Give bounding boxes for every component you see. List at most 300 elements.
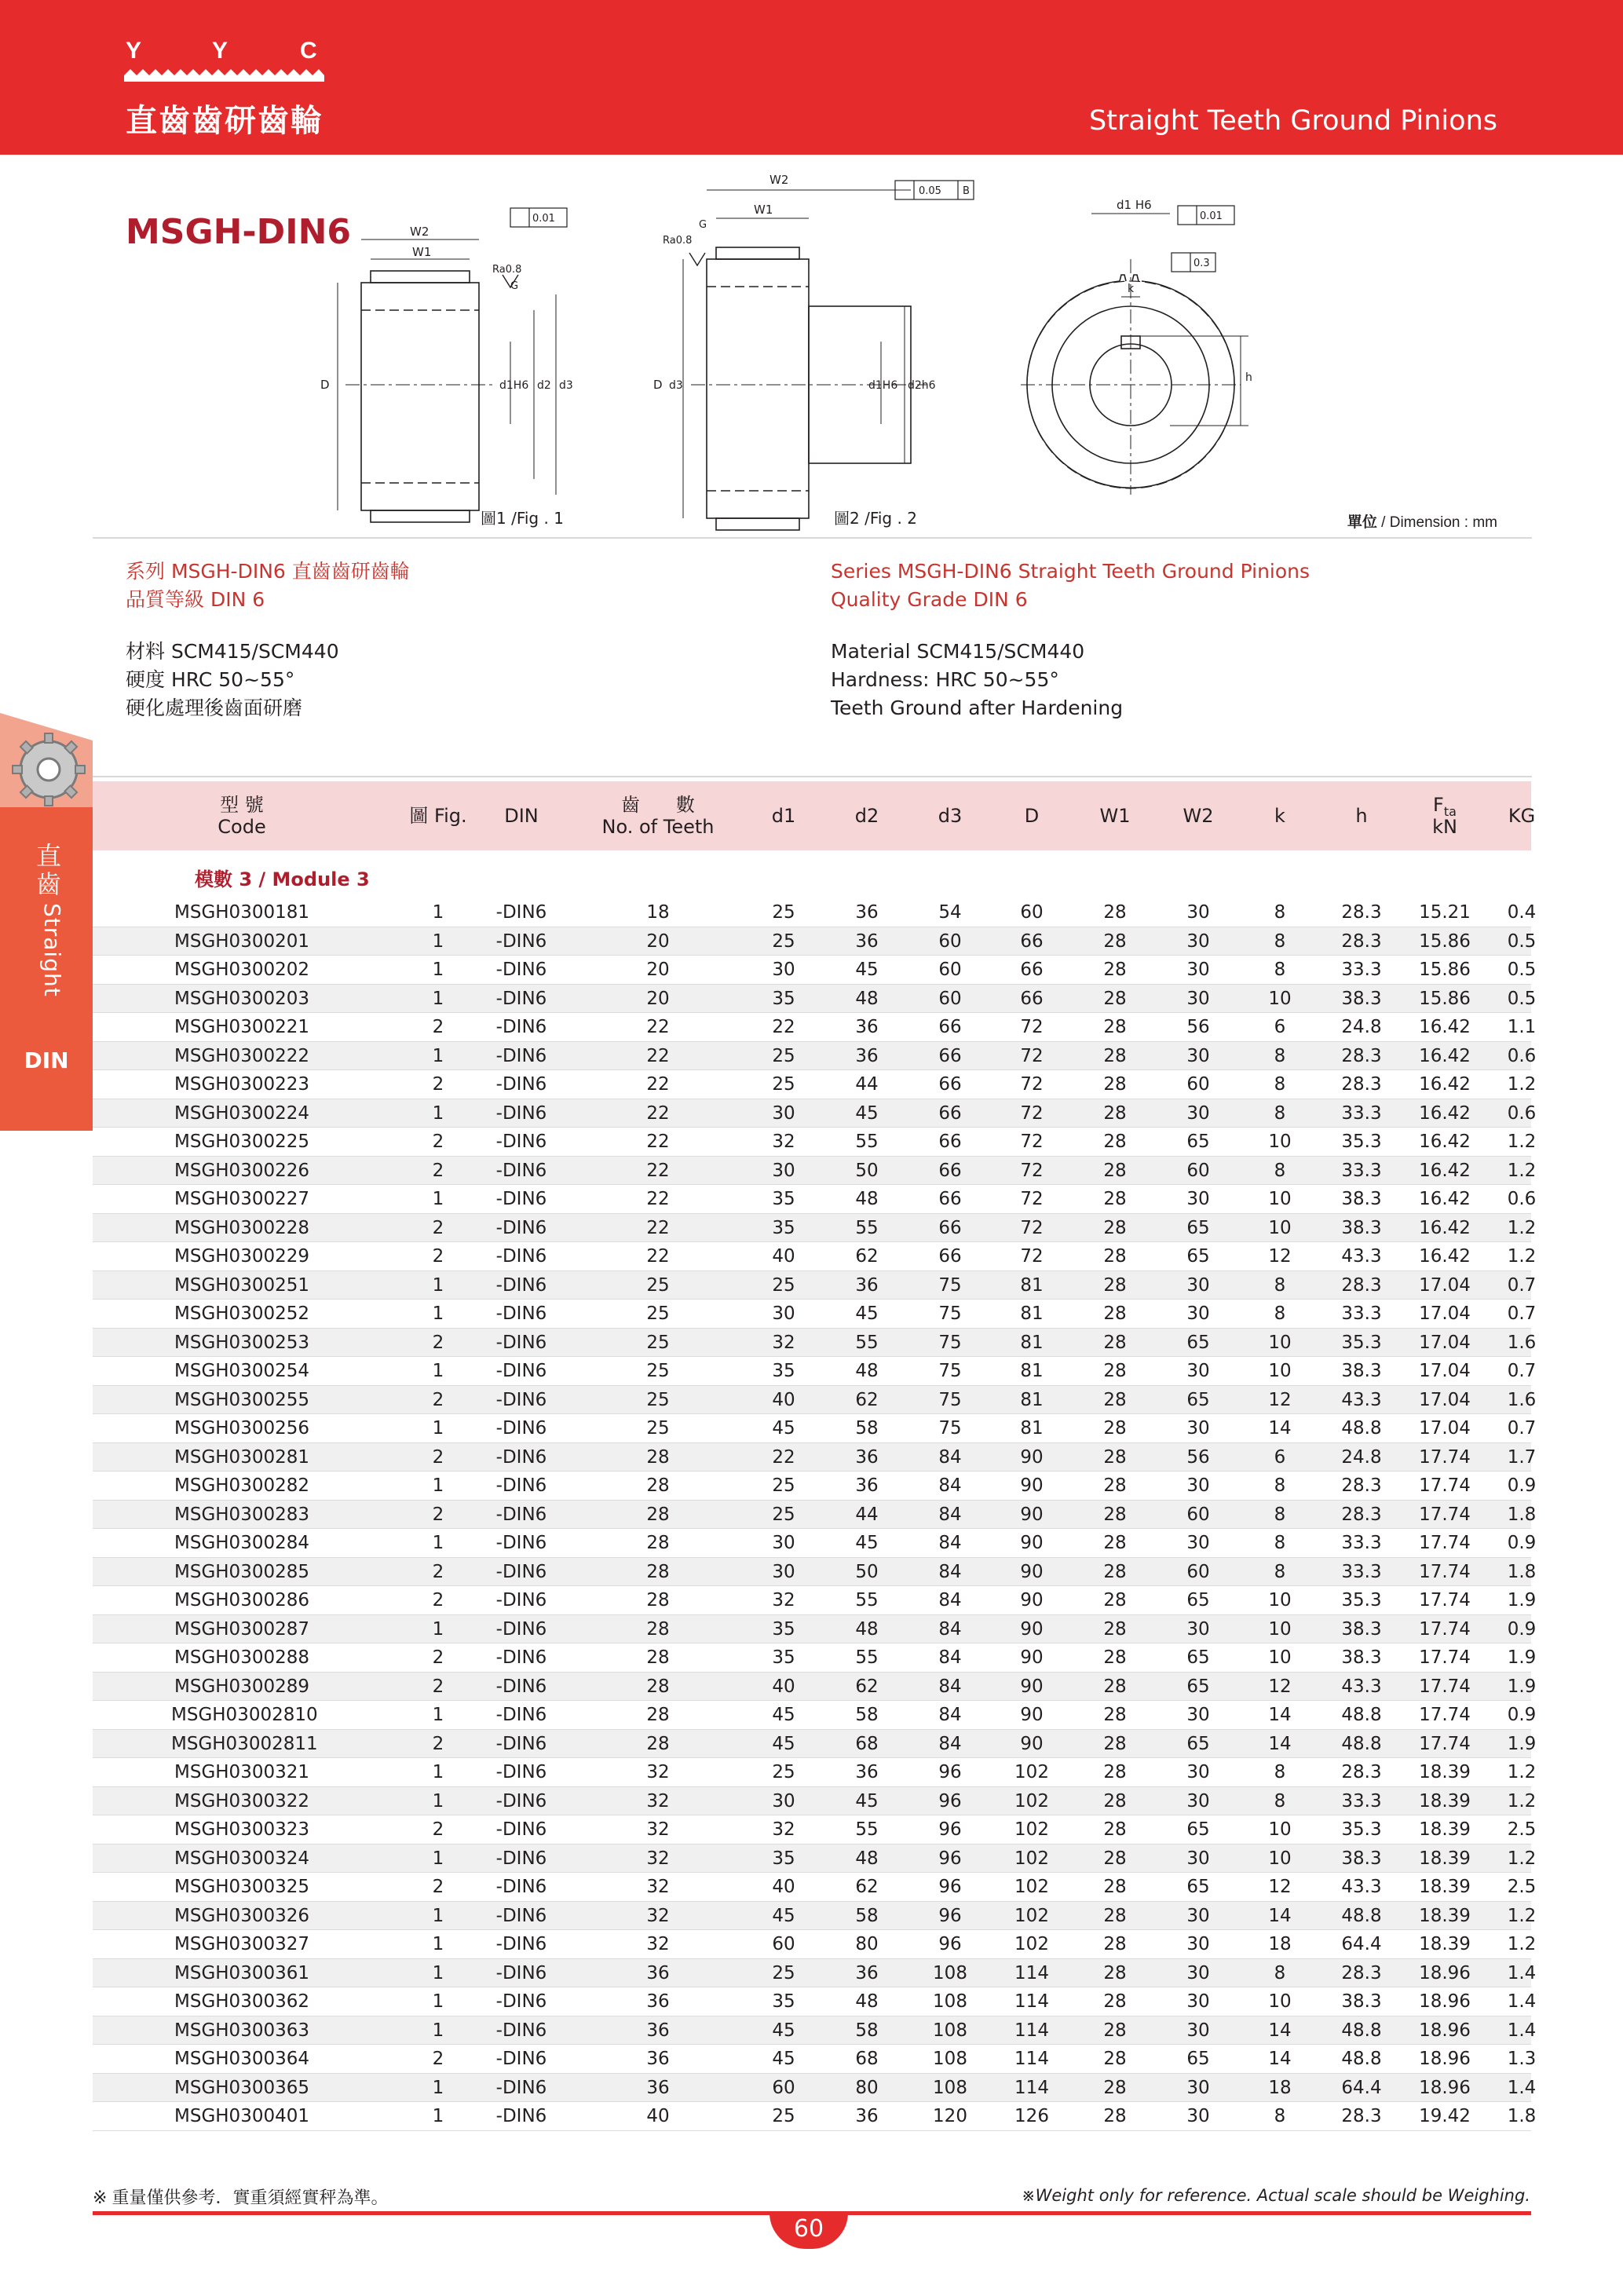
cell-d1: 30 <box>772 1160 795 1181</box>
cell-D: 114 <box>1014 1962 1049 1983</box>
cell-D: 72 <box>1020 1132 1044 1152</box>
cell-w2: 65 <box>1186 2049 1210 2069</box>
cell-din: -DIN6 <box>495 1733 547 1754</box>
cell-h: 48.8 <box>1341 1905 1382 1926</box>
cell-k: 14 <box>1268 1705 1292 1725</box>
table-row <box>93 985 1537 1014</box>
brand-logo-wave-icon <box>124 68 324 82</box>
table-row <box>93 1128 1537 1157</box>
cell-code: MSGH0300288 <box>174 1647 309 1668</box>
cell-d3: 84 <box>938 1533 962 1553</box>
cell-d3: 84 <box>938 1618 962 1640</box>
table-row <box>93 1329 1537 1358</box>
cell-kg: 1.8 <box>1507 1504 1537 1525</box>
cell-h: 33.3 <box>1341 1303 1382 1324</box>
cell-din: -DIN6 <box>495 1475 547 1496</box>
cell-code: MSGH0300252 <box>174 1303 309 1324</box>
cell-d1: 25 <box>772 930 795 952</box>
cell-w2: 65 <box>1186 1246 1210 1267</box>
cell-kg: 0.7 <box>1507 1303 1537 1324</box>
gear-icon <box>0 705 93 807</box>
cell-din: -DIN6 <box>495 2077 547 2098</box>
cell-d1: 45 <box>772 1733 795 1754</box>
cell-d2: 55 <box>855 1590 879 1610</box>
cell-w2: 30 <box>1186 1618 1210 1640</box>
cell-d2: 36 <box>855 1962 879 1983</box>
cell-teeth: 25 <box>646 1361 670 1381</box>
cell-teeth: 28 <box>646 1561 670 1582</box>
cell-w2: 30 <box>1186 1189 1210 1209</box>
cell-code: MSGH0300324 <box>174 1848 309 1869</box>
cell-teeth: 28 <box>646 1590 670 1610</box>
cell-w1: 28 <box>1103 1389 1127 1410</box>
cell-kg: 1.6 <box>1507 1389 1537 1410</box>
cell-D: 90 <box>1020 1733 1044 1754</box>
th-fta-unit: kN <box>1432 816 1457 838</box>
cell-d2: 55 <box>855 1217 879 1238</box>
th-kg: KG <box>1508 805 1536 827</box>
spec-hardness-en: Hardness: HRC 50~55° <box>831 668 1059 691</box>
cell-d2: 36 <box>855 1274 879 1296</box>
cell-fig: 1 <box>432 2106 444 2126</box>
cell-k: 10 <box>1268 1819 1292 1840</box>
cell-D: 90 <box>1020 1647 1044 1668</box>
cell-w2: 30 <box>1186 1705 1210 1725</box>
cell-fta: 17.74 <box>1419 1561 1471 1582</box>
cell-k: 8 <box>1274 902 1286 923</box>
cell-w1: 28 <box>1103 1848 1127 1869</box>
cell-k: 10 <box>1268 988 1292 1009</box>
cell-h: 48.8 <box>1341 1418 1382 1439</box>
cell-d1: 30 <box>772 1790 795 1812</box>
cell-kg: 1.4 <box>1507 2020 1537 2041</box>
cell-w2: 30 <box>1186 2020 1210 2041</box>
cell-d1: 35 <box>772 988 795 1009</box>
cell-teeth: 36 <box>646 1991 670 2012</box>
cell-din: -DIN6 <box>495 1991 547 2012</box>
cell-kg: 1.9 <box>1507 1676 1537 1697</box>
cell-k: 8 <box>1274 1475 1286 1496</box>
cell-fig: 1 <box>432 902 444 923</box>
cell-d3: 66 <box>938 1102 962 1124</box>
cell-teeth: 22 <box>646 1045 670 1066</box>
cell-fta: 17.74 <box>1419 1733 1471 1754</box>
cell-w1: 28 <box>1103 1418 1127 1439</box>
fig2-tol-label: 0.05 <box>919 185 941 197</box>
cell-k: 12 <box>1268 1877 1292 1897</box>
cell-din: -DIN6 <box>495 1389 547 1410</box>
cell-code: MSGH0300255 <box>174 1389 309 1410</box>
cell-code: MSGH0300224 <box>174 1102 309 1124</box>
cell-D: 66 <box>1020 930 1044 952</box>
cell-D: 90 <box>1020 1676 1044 1697</box>
cell-fig: 2 <box>432 1504 444 1525</box>
cell-D: 102 <box>1014 1819 1049 1840</box>
th-D: D <box>1024 805 1040 827</box>
cell-d1: 25 <box>772 1074 795 1095</box>
cell-k: 8 <box>1274 960 1286 980</box>
cell-h: 28.3 <box>1341 1045 1382 1066</box>
cell-d2: 62 <box>855 1389 879 1410</box>
cell-teeth: 36 <box>646 2020 670 2041</box>
cell-h: 28.3 <box>1341 1962 1382 1983</box>
cell-d3: 66 <box>938 1217 962 1238</box>
cell-d2: 45 <box>855 1533 879 1553</box>
cell-w2: 30 <box>1186 930 1210 952</box>
fig1-w1-label: W1 <box>412 245 432 259</box>
cell-w1: 28 <box>1103 2020 1127 2041</box>
cell-w2: 65 <box>1186 1590 1210 1610</box>
cell-code: MSGH0300321 <box>174 1762 309 1782</box>
cell-kg: 0.5 <box>1507 960 1537 980</box>
cell-d1: 45 <box>772 1418 795 1439</box>
cell-w2: 30 <box>1186 1934 1210 1954</box>
cell-code: MSGH0300327 <box>174 1934 309 1954</box>
cell-D: 81 <box>1020 1274 1044 1296</box>
fig3-tol-label: 0.01 <box>1200 210 1223 222</box>
cell-D: 81 <box>1020 1418 1044 1439</box>
cell-din: -DIN6 <box>495 1332 547 1353</box>
cell-d2: 58 <box>855 1705 879 1725</box>
cell-h: 38.3 <box>1341 1647 1382 1668</box>
cell-w1: 28 <box>1103 2049 1127 2069</box>
cell-teeth: 22 <box>646 1246 670 1267</box>
cell-k: 10 <box>1268 1991 1292 2012</box>
cell-d3: 66 <box>938 1017 962 1037</box>
table-row <box>93 898 1537 927</box>
fig2-w2-label: W2 <box>769 173 789 187</box>
table-row <box>93 2045 1537 2074</box>
cell-d2: 58 <box>855 1418 879 1439</box>
cell-code: MSGH0300228 <box>174 1217 309 1238</box>
cell-kg: 1.2 <box>1507 1217 1537 1238</box>
cell-d3: 120 <box>933 2106 967 2126</box>
cell-din: -DIN6 <box>495 1102 547 1124</box>
cell-d2: 68 <box>855 2049 879 2069</box>
cell-w2: 30 <box>1186 1848 1210 1869</box>
cell-kg: 1.2 <box>1507 1074 1537 1095</box>
cell-D: 102 <box>1014 1877 1049 1897</box>
spec-grade-en: Quality Grade DIN 6 <box>831 588 1028 611</box>
table-row <box>93 1157 1537 1186</box>
cell-d3: 75 <box>938 1274 962 1296</box>
th-din: DIN <box>504 805 539 827</box>
cell-teeth: 28 <box>646 1705 670 1725</box>
cell-din: -DIN6 <box>495 1676 547 1697</box>
page-number: 60 <box>769 2213 848 2249</box>
cell-w2: 30 <box>1186 1905 1210 1926</box>
cell-h: 33.3 <box>1341 1160 1382 1181</box>
cell-code: MSGH0300287 <box>174 1618 309 1640</box>
cell-din: -DIN6 <box>495 1819 547 1840</box>
cell-w2: 56 <box>1186 1446 1210 1468</box>
cell-fig: 1 <box>432 1361 444 1381</box>
cell-fta: 17.74 <box>1419 1647 1471 1668</box>
cell-k: 8 <box>1274 1303 1286 1324</box>
cell-teeth: 32 <box>646 1819 670 1840</box>
cell-d1: 25 <box>772 2106 795 2126</box>
cell-D: 72 <box>1020 1246 1044 1267</box>
cell-w1: 28 <box>1103 1618 1127 1640</box>
cell-w2: 30 <box>1186 1533 1210 1553</box>
cell-fig: 1 <box>432 1905 444 1926</box>
cell-w1: 28 <box>1103 1017 1127 1037</box>
cell-kg: 1.2 <box>1507 1762 1537 1782</box>
cell-D: 60 <box>1020 902 1044 923</box>
table-row <box>93 1271 1537 1300</box>
cell-d2: 62 <box>855 1246 879 1267</box>
cell-kg: 0.9 <box>1507 1705 1537 1725</box>
cell-fta: 18.96 <box>1419 2020 1471 2041</box>
cell-h: 35.3 <box>1341 1819 1382 1840</box>
cell-fta: 16.42 <box>1419 1160 1471 1181</box>
cell-k: 18 <box>1268 2077 1292 2098</box>
cell-w2: 65 <box>1186 1733 1210 1754</box>
cell-fig: 1 <box>432 1790 444 1812</box>
fig3-h-label: h <box>1245 371 1252 384</box>
cell-fta: 16.42 <box>1419 1074 1471 1095</box>
cell-kg: 0.9 <box>1507 1533 1537 1553</box>
cell-h: 38.3 <box>1341 1361 1382 1381</box>
th-teeth-en: No. of Teeth <box>601 816 715 838</box>
table-row <box>93 1902 1537 1931</box>
cell-D: 102 <box>1014 1934 1049 1954</box>
cell-d2: 55 <box>855 1132 879 1152</box>
table-row <box>93 927 1537 956</box>
spec-process-en: Teeth Ground after Hardening <box>831 696 1124 719</box>
cell-fta: 18.96 <box>1419 1962 1471 1983</box>
cell-d1: 30 <box>772 1303 795 1324</box>
cell-din: -DIN6 <box>495 2020 547 2041</box>
cell-teeth: 25 <box>646 1332 670 1353</box>
cell-w2: 65 <box>1186 1217 1210 1238</box>
table-row <box>93 1042 1537 1071</box>
cell-code: MSGH0300284 <box>174 1533 309 1553</box>
cell-d2: 50 <box>855 1561 879 1582</box>
th-code-en: Code <box>217 816 266 838</box>
fig3-drawing <box>1021 206 1248 495</box>
cell-d1: 60 <box>772 2077 795 2098</box>
fig2-tol-datum: B <box>963 185 970 197</box>
cell-d1: 35 <box>772 1618 795 1640</box>
cell-d3: 84 <box>938 1647 962 1668</box>
cell-d2: 45 <box>855 960 879 980</box>
side-category-en: Straight <box>39 903 65 997</box>
table-row <box>93 1013 1537 1042</box>
cell-w2: 30 <box>1186 1762 1210 1782</box>
table-row <box>93 1615 1537 1644</box>
cell-kg: 1.1 <box>1507 1017 1537 1037</box>
cell-w2: 30 <box>1186 1303 1210 1324</box>
cell-fig: 1 <box>432 988 444 1009</box>
table-row <box>93 1701 1537 1730</box>
cell-h: 38.3 <box>1341 1217 1382 1238</box>
cell-w2: 60 <box>1186 1504 1210 1525</box>
table-row <box>93 1300 1537 1329</box>
table-body <box>93 898 1537 2131</box>
cell-fta: 17.74 <box>1419 1705 1471 1725</box>
cell-din: -DIN6 <box>495 1504 547 1525</box>
cell-kg: 1.4 <box>1507 2077 1537 2098</box>
cell-D: 90 <box>1020 1705 1044 1725</box>
cell-teeth: 28 <box>646 1475 670 1496</box>
cell-fig: 1 <box>432 2020 444 2041</box>
fig2-w1-label: W1 <box>754 203 773 217</box>
cell-din: -DIN6 <box>495 1217 547 1238</box>
cell-d1: 25 <box>772 1962 795 1983</box>
cell-fig: 1 <box>432 1189 444 1209</box>
fig1-w2-label: W2 <box>410 225 430 239</box>
cell-w1: 28 <box>1103 1934 1127 1954</box>
cell-w2: 30 <box>1186 1045 1210 1066</box>
cell-w1: 28 <box>1103 1160 1127 1181</box>
table-row <box>93 1873 1537 1902</box>
cell-fig: 2 <box>432 1332 444 1353</box>
cell-teeth: 36 <box>646 1962 670 1983</box>
cell-k: 18 <box>1268 1934 1292 1954</box>
cell-teeth: 20 <box>646 960 670 980</box>
cell-D: 66 <box>1020 988 1044 1009</box>
cell-kg: 1.6 <box>1507 1332 1537 1353</box>
cell-code: MSGH0300251 <box>174 1274 309 1296</box>
cell-d3: 75 <box>938 1389 962 1410</box>
table-row <box>93 1443 1537 1472</box>
cell-fig: 2 <box>432 1733 444 1754</box>
cell-D: 102 <box>1014 1762 1049 1782</box>
fig1-ra-label: Ra0.8 <box>492 264 522 276</box>
cell-w2: 30 <box>1186 1274 1210 1296</box>
cell-din: -DIN6 <box>495 2049 547 2069</box>
cell-fta: 17.74 <box>1419 1504 1471 1525</box>
side-category-zh: 直齒 <box>35 841 61 899</box>
cell-fig: 2 <box>432 1074 444 1095</box>
fig1-g-label: G <box>510 280 519 292</box>
spec-block-zh <box>126 558 410 722</box>
cell-d2: 36 <box>855 1475 879 1496</box>
cell-w2: 30 <box>1186 1790 1210 1812</box>
cell-fta: 19.42 <box>1419 2106 1471 2126</box>
cell-w2: 30 <box>1186 2077 1210 2098</box>
cell-k: 6 <box>1274 1446 1286 1468</box>
cell-D: 90 <box>1020 1561 1044 1582</box>
cell-d3: 60 <box>938 930 962 952</box>
cell-h: 64.4 <box>1341 1934 1382 1954</box>
th-code <box>171 781 313 850</box>
cell-fig: 2 <box>432 1132 444 1152</box>
cell-code: MSGH0300282 <box>174 1475 309 1496</box>
cell-fig: 1 <box>432 2077 444 2098</box>
cell-code: MSGH0300256 <box>174 1418 309 1439</box>
cell-fta: 16.42 <box>1419 1017 1471 1037</box>
cell-d2: 44 <box>855 1504 879 1525</box>
cell-kg: 1.8 <box>1507 2106 1537 2126</box>
cell-fta: 18.96 <box>1419 2049 1471 2069</box>
cell-k: 8 <box>1274 2106 1286 2126</box>
cell-din: -DIN6 <box>495 1905 547 1926</box>
cell-fig: 1 <box>432 1533 444 1553</box>
cell-d1: 35 <box>772 1189 795 1209</box>
cell-kg: 0.6 <box>1507 1045 1537 1066</box>
table-row <box>93 1758 1537 1787</box>
cell-fta: 18.39 <box>1419 1934 1471 1954</box>
cell-kg: 1.8 <box>1507 1561 1537 1582</box>
cell-d2: 45 <box>855 1303 879 1324</box>
cell-w2: 65 <box>1186 1389 1210 1410</box>
cell-w1: 28 <box>1103 1504 1127 1525</box>
th-w1: W1 <box>1099 805 1131 827</box>
cell-D: 81 <box>1020 1389 1044 1410</box>
table-header-row <box>93 781 1536 850</box>
cell-fig: 1 <box>432 1762 444 1782</box>
table-row <box>93 1357 1537 1386</box>
cell-D: 114 <box>1014 2077 1049 2098</box>
cell-k: 10 <box>1268 1590 1292 1610</box>
divider-top <box>93 537 1532 539</box>
spec-hardness-zh: 硬度 HRC 50~55° <box>126 668 295 691</box>
cell-d3: 60 <box>938 960 962 980</box>
cell-d2: 45 <box>855 1102 879 1124</box>
cell-d3: 75 <box>938 1361 962 1381</box>
cell-d2: 68 <box>855 1733 879 1754</box>
cell-w1: 28 <box>1103 1790 1127 1812</box>
cell-w1: 28 <box>1103 1132 1127 1152</box>
cell-w2: 30 <box>1186 988 1210 1009</box>
cell-w1: 28 <box>1103 1590 1127 1610</box>
spec-material-zh: 材料 SCM415/SCM440 <box>126 640 339 663</box>
cell-teeth: 32 <box>646 1905 670 1926</box>
cell-D: 90 <box>1020 1475 1044 1496</box>
th-fta-main: F <box>1433 794 1444 816</box>
cell-din: -DIN6 <box>495 1361 547 1381</box>
th-fig: 圖 Fig. <box>409 805 467 827</box>
cell-w2: 65 <box>1186 1877 1210 1897</box>
cell-D: 90 <box>1020 1446 1044 1468</box>
cell-d3: 66 <box>938 1132 962 1152</box>
cell-w1: 28 <box>1103 1733 1127 1754</box>
cell-k: 8 <box>1274 1274 1286 1296</box>
cell-din: -DIN6 <box>495 1533 547 1553</box>
cell-d3: 96 <box>938 1848 962 1869</box>
cell-kg: 1.2 <box>1507 1934 1537 1954</box>
cell-w1: 28 <box>1103 988 1127 1009</box>
side-category-label <box>33 842 64 997</box>
cell-fig: 1 <box>432 1475 444 1496</box>
cell-h: 35.3 <box>1341 1590 1382 1610</box>
cell-code: MSGH0300322 <box>174 1790 309 1812</box>
spec-series-en: Series MSGH-DIN6 Straight Teeth Ground Pinions <box>831 560 1310 583</box>
cell-din: -DIN6 <box>495 930 547 952</box>
cell-k: 8 <box>1274 1074 1286 1095</box>
cell-d1: 30 <box>772 1102 795 1124</box>
cell-D: 126 <box>1014 2106 1049 2126</box>
cell-k: 14 <box>1268 2049 1292 2069</box>
cell-D: 90 <box>1020 1618 1044 1640</box>
cell-fig: 2 <box>432 1446 444 1468</box>
cell-teeth: 32 <box>646 1762 670 1782</box>
cell-code: MSGH0300227 <box>174 1189 309 1209</box>
cell-w1: 28 <box>1103 1905 1127 1926</box>
cell-code: MSGH03002810 <box>171 1705 318 1725</box>
cell-d2: 58 <box>855 1905 879 1926</box>
cell-fig: 1 <box>432 1418 444 1439</box>
cell-w1: 28 <box>1103 902 1127 923</box>
cell-d2: 36 <box>855 1762 879 1782</box>
cell-fta: 15.86 <box>1419 988 1471 1009</box>
cell-D: 72 <box>1020 1017 1044 1037</box>
cell-din: -DIN6 <box>495 1962 547 1983</box>
cell-D: 102 <box>1014 1790 1049 1812</box>
cell-fig: 2 <box>432 1017 444 1037</box>
